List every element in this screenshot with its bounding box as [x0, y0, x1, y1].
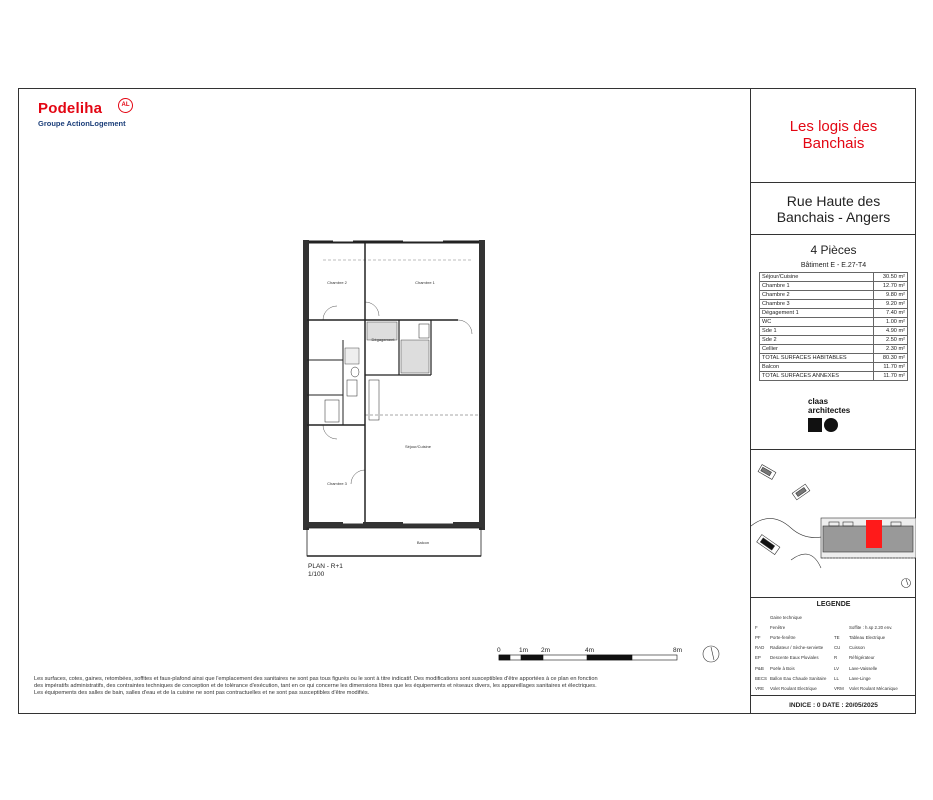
surface-label: TOTAL SURFACES HABITABLES [760, 354, 874, 363]
plan-scale: 1/100 [308, 570, 325, 578]
legend-row [755, 663, 913, 673]
location-map [751, 450, 916, 598]
legend-code: PF [755, 634, 761, 640]
surface-row [760, 318, 908, 327]
surface-value: 2.50 m² [874, 336, 908, 345]
apartment-highlight [866, 520, 882, 548]
surface-value: 9.20 m² [874, 300, 908, 309]
legend-code: RAD [755, 645, 765, 651]
scale-label: 2m [541, 647, 551, 654]
north-arrow-icon [703, 646, 719, 662]
legend-text: Ballon Eau Chaude Sanitaire [770, 675, 827, 681]
surface-label: Chambre 2 [760, 291, 874, 300]
logo-subtitle: Groupe ActionLogement [38, 119, 126, 128]
architect-logo [808, 398, 850, 432]
surface-row [760, 336, 908, 345]
legend-row [755, 622, 913, 632]
surface-value: 7.40 m² [874, 309, 908, 318]
legend-code: TE [834, 634, 840, 640]
legend-row [755, 643, 913, 653]
architect-name-1: claas [808, 397, 829, 406]
legend-text: Volet Roulant Mécanique [849, 685, 898, 691]
legend-text: Soffite : h.sp 2.20 env. [849, 624, 893, 630]
logo-badge-icon: AL [118, 98, 133, 113]
index-date: INDICE : 0 DATE : 20/05/2025 [789, 701, 878, 709]
project-address [777, 193, 891, 225]
project-title-line1: Les logis des [789, 118, 878, 135]
legend-code: LV [834, 665, 840, 671]
legend-text: Tableau Electrique [849, 634, 886, 640]
surface-label: Chambre 3 [760, 300, 874, 309]
surface-label: Chambre 1 [760, 282, 874, 291]
legend-text: Lave-Linge [849, 675, 871, 681]
scale-label: 4m [585, 647, 595, 654]
surface-row [760, 363, 908, 372]
legend-text: Volet Roulant Electrique [770, 685, 817, 691]
square-icon [808, 418, 822, 432]
legend-code: CU [834, 645, 841, 651]
address-block [751, 183, 916, 235]
architect-name-2: architectes [808, 405, 851, 415]
legend-text: Descente Eaux Pluviales [770, 655, 819, 661]
legend-title: LEGENDE [816, 601, 851, 608]
plan-title: PLAN - R+1 [308, 563, 343, 570]
legend-code: EP [755, 655, 761, 661]
room-label: Chambre 1 [415, 280, 435, 285]
surface-value: 12.70 m² [874, 282, 908, 291]
legend-text: Cuisson [849, 645, 865, 651]
note-line: Les surfaces, cotes, gaines, retombées, soffites et faux-plafond ainsi que l'emplacement des sanitaires ne sont pas tous figurés ou le sont à titre indicatif. Des modifications sont susceptibles d'être apportées à ce plan en fonction [34, 676, 598, 682]
surface-row [760, 291, 908, 300]
surface-value: 1.00 m² [874, 318, 908, 327]
surface-label: TOTAL SURFACES ANNEXES [760, 372, 874, 381]
legend-code: R [834, 655, 838, 661]
disclaimer-notes [34, 676, 744, 697]
legend-grid [755, 612, 913, 694]
surface-label: Sde 1 [760, 327, 874, 336]
surface-row [760, 327, 908, 336]
surface-row [760, 354, 908, 363]
address-line2: Banchais - Angers [776, 208, 891, 225]
scale-label: 0 [497, 647, 501, 654]
room-label: Chambre 2 [327, 280, 347, 285]
legend-code: BECS [755, 675, 767, 681]
legend-text: Gaine technique [770, 614, 802, 620]
legend-code: VRE [755, 685, 765, 691]
surface-row [760, 300, 908, 309]
legend-block [751, 598, 916, 696]
plan-caption [308, 563, 343, 578]
surface-value: 4.90 m² [874, 327, 908, 336]
scale-label: 8m [673, 647, 683, 654]
surface-value: 2.30 m² [874, 345, 908, 354]
apartment-type: 4 Pièces [810, 243, 857, 257]
legend-row [755, 673, 913, 683]
room-label: Séjour/Cuisine [404, 444, 432, 449]
surface-row [760, 282, 908, 291]
legend-text: Poële à Bois [770, 665, 795, 671]
surface-value: 11.70 m² [874, 372, 908, 381]
legend-code: P&B [755, 665, 764, 671]
surface-value: 30.50 m² [874, 273, 908, 282]
surface-value: 80.30 m² [874, 354, 908, 363]
surface-label: Séjour/Cuisine [760, 273, 874, 282]
surface-value: 11.70 m² [874, 363, 908, 372]
apartment-block [751, 235, 916, 450]
project-title-line2: Banchais [802, 135, 865, 152]
surface-row [760, 309, 908, 318]
surface-label: WC [760, 318, 874, 327]
legend-text: Porte-fenêtre [770, 634, 796, 640]
floor-plan [303, 240, 485, 558]
surface-value: 9.80 m² [874, 291, 908, 300]
legend-text: Radiateur / Sèche-serviette [770, 645, 824, 651]
room-label: Chambre 3 [327, 481, 347, 486]
surface-label: Sde 2 [760, 336, 874, 345]
surface-table [759, 272, 908, 381]
surface-row [760, 273, 908, 282]
project-title-block [751, 88, 916, 183]
room-label: Dégagement [371, 337, 395, 342]
surface-label: Dégagement 1 [760, 309, 874, 318]
scale-label: 1m [519, 647, 529, 654]
legend-row [755, 612, 913, 622]
legend-row [755, 683, 913, 693]
legend-text: Lave-Vaisselle [849, 665, 878, 671]
surface-label: Balcon [760, 363, 874, 372]
legend-row [755, 653, 913, 663]
surface-label: Cellier [760, 345, 874, 354]
legend-text: Réfrigérateur [849, 655, 875, 661]
surface-row [760, 345, 908, 354]
scale-bar-drawing [497, 644, 727, 668]
surface-row [760, 372, 908, 381]
scale-bar [497, 644, 727, 673]
logo-name: Podeliha [38, 100, 103, 117]
circle-icon [824, 418, 838, 432]
note-line: Les équipements des salles de bain, salles d'eau et de la cuisine ne sont pas contractuelles et ne sont pas susceptibles d'être modifiés. [34, 690, 370, 696]
site-map-drawing [751, 450, 916, 598]
legend-row [755, 632, 913, 642]
floor-plan-drawing [303, 240, 485, 558]
note-line: des impératifs administratifs, des contraintes techniques de conception et de tolérance d'exécution, tant en ce qui concerne les dimensions libres que les équipements et réseaux divers, les appareillages sanitaires et électriques. [34, 683, 597, 689]
apartment-lot: Bâtiment E - E.27-T4 [800, 262, 867, 269]
legend-code: F [755, 624, 758, 630]
project-title [790, 118, 878, 152]
room-label: Balcon [416, 540, 430, 545]
address-line1: Rue Haute des [786, 192, 881, 209]
legend-text: Fenêtre [770, 624, 786, 630]
legend-code: VRM [834, 685, 844, 691]
index-date-block [751, 696, 916, 714]
legend-code: LL [834, 675, 839, 681]
podeliha-logo [38, 100, 130, 128]
